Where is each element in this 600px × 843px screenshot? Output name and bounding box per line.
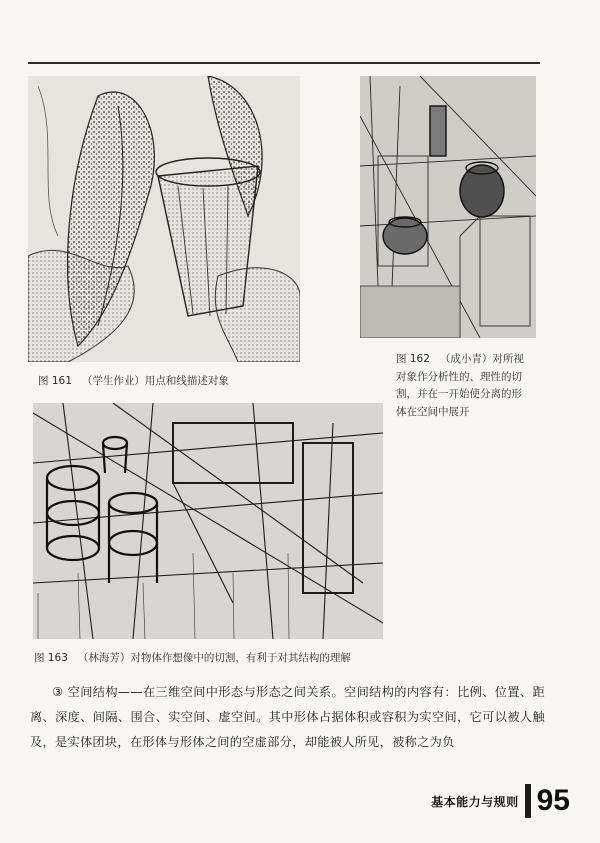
figure-163-image [33,403,383,639]
figure-161-image [28,76,300,362]
figure-163-caption [34,650,414,666]
page-footer [431,783,570,819]
figure-163-number: 图 163 [34,652,68,664]
figure-163-caption-text: （林海芳）对物体作想像中的切割，有利于对其结构的理解 [77,652,351,664]
body-paragraph-text: ③ 空间结构——在三维空间中形态与形态之间关系。空间结构的内容有：比例、位置、距离、深度、间隔、围合、实空间、虚空间。其中形体占据体积或容积为实空间，它可以被人触及，是实体团块，在形体与形体之间的空虚部分，却能被人所见，被称之为负 [30,685,545,749]
figure-161-drawing [28,76,300,362]
figure-161-number: 图 161 [38,375,72,387]
footer-section-label: 基本能力与规则 [431,794,519,809]
figure-161-caption [38,373,298,389]
body-text [30,680,545,755]
figure-162-number: 图 162 [396,353,430,365]
figure-161-caption-text: （学生作业）用点和线描述对象 [81,375,229,387]
figure-162-image [360,76,536,338]
figure-162-caption-text: （成小青）对所视对象作分析性的、理性的切割，并在一开始使分离的形体在空间中展开 [396,353,524,418]
top-rule [28,62,540,64]
footer-bar [525,784,531,818]
figure-162-caption [396,351,526,421]
figure-163-drawing [33,403,383,639]
body-paragraph [30,680,545,755]
page-number: 95 [536,784,570,817]
figure-162-drawing [360,76,536,338]
